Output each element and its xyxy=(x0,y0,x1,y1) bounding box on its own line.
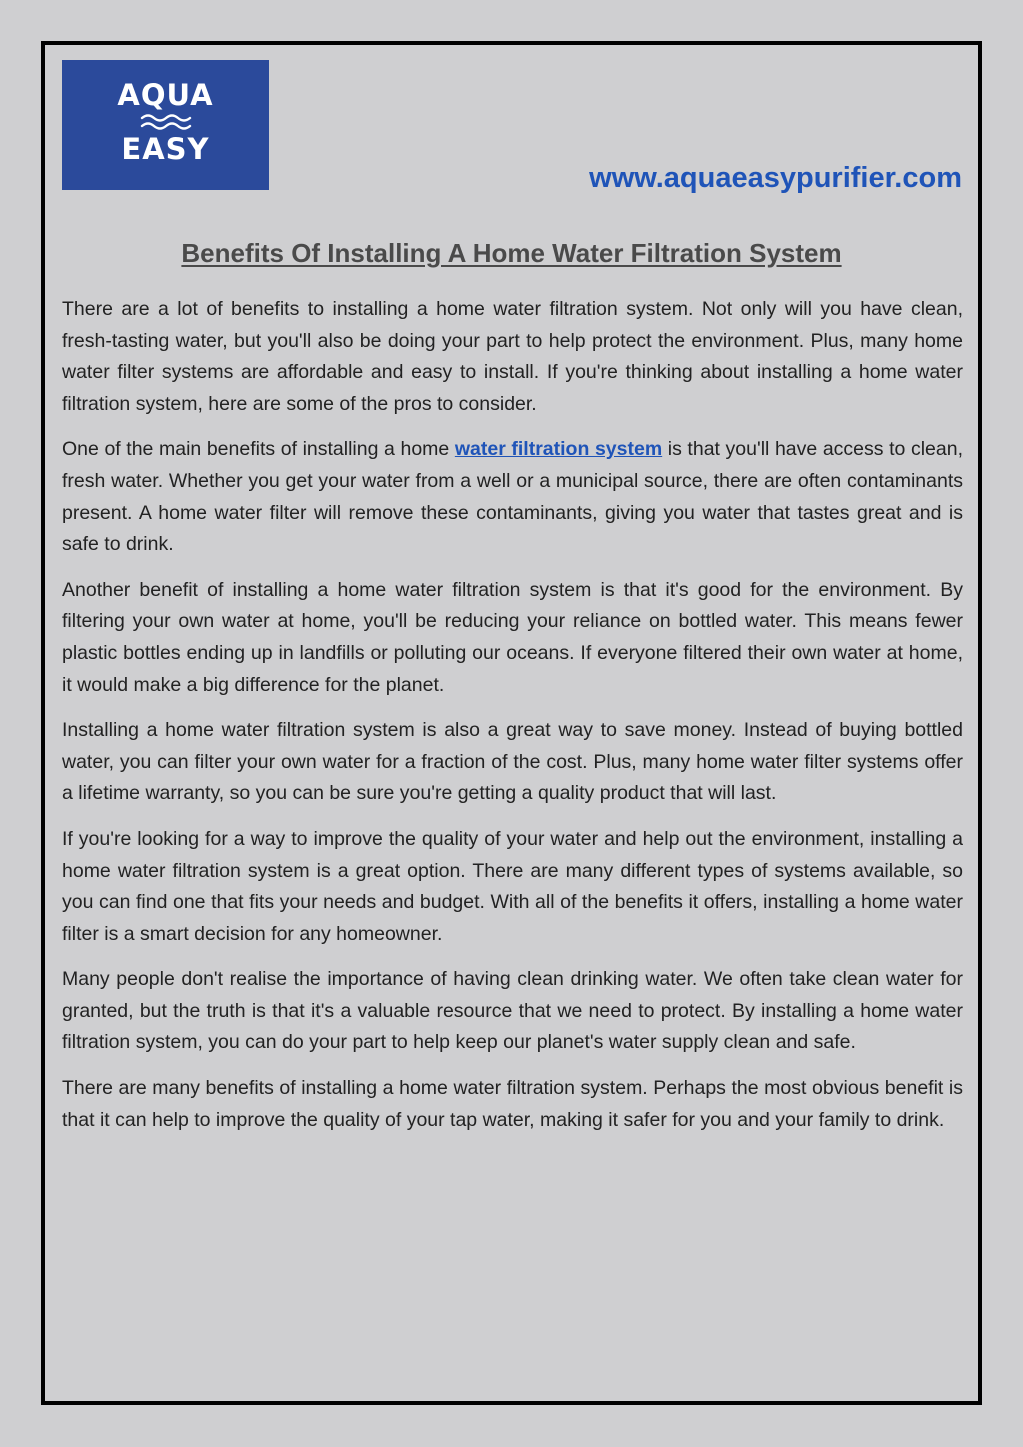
paragraph-7: There are many benefits of installing a home water filtration system. Perhaps the most obvious benefit is that it can help to improve the quality of your tap water, making it safer for you and your family to drink. xyxy=(62,1077,963,1131)
article-body xyxy=(62,294,963,1150)
water-filtration-system-link[interactable]: water filtration system xyxy=(454,438,663,461)
logo-text-aqua: AQUA xyxy=(117,78,214,112)
document-page xyxy=(41,41,982,1405)
paragraph-4: Installing a home water filtration system is also a great way to save money. Instead of buying bottled water, you can filter your own water for a fraction of the cost. Plus, many home water filter systems offer a lifetime warranty, so you can be sure you're getting a quality product that will last. xyxy=(62,719,963,805)
paragraph-1: There are a lot of benefits to installing a home water filtration system. Not only will you have clean, fresh-tasting water, but you'll also be doing your part to help protect the environment. Plus, many home water filter systems are affordable and easy to install. If you're thinking about installing a home water filtration system, here are some of the pros to consider. xyxy=(62,298,963,415)
wave-lines-icon xyxy=(140,113,192,131)
paragraph-2-after: is that you'll have access to clean, fresh water. Whether you get your water from a well or a municipal source, there are often contaminants present. A home water filter will remove these contaminants, giving you water that tastes great and is safe to drink. xyxy=(62,438,963,556)
brand-logo xyxy=(62,60,269,190)
paragraph-2-before: One of the main benefits of installing a home xyxy=(62,438,455,461)
paragraph-3: Another benefit of installing a home water filtration system is that it's good for the environment. By filtering your own water at home, you'll be reducing your reliance on bottled water. This means fewer plastic bottles ending up in landfills or polluting our oceans. If everyone filtered their own water at home, it would make a big difference for the planet. xyxy=(62,578,963,696)
logo-text-easy: EASY xyxy=(121,132,210,166)
website-link[interactable]: www.aquaeasypurifier.com xyxy=(589,162,962,194)
page-title-text: Benefits Of Installing A Home Water Filtration System xyxy=(181,238,842,268)
page-title xyxy=(45,238,978,269)
paragraph-2 xyxy=(62,434,963,560)
paragraph-6: Many people don't realise the importance of having clean drinking water. We often take clean water for granted, but the truth is that it's a valuable resource that we need to protect. By installing a home water filtration system, you can do your part to help keep our planet's water supply clean and safe. xyxy=(62,968,963,1054)
paragraph-5: If you're looking for a way to improve the quality of your water and help out the environment, installing a home water filtration system is a great option. There are many different types of systems available, so you can find one that fits your needs and budget. With all of the benefits it offers, installing a home water filter is a smart decision for any homeowner. xyxy=(62,827,963,945)
